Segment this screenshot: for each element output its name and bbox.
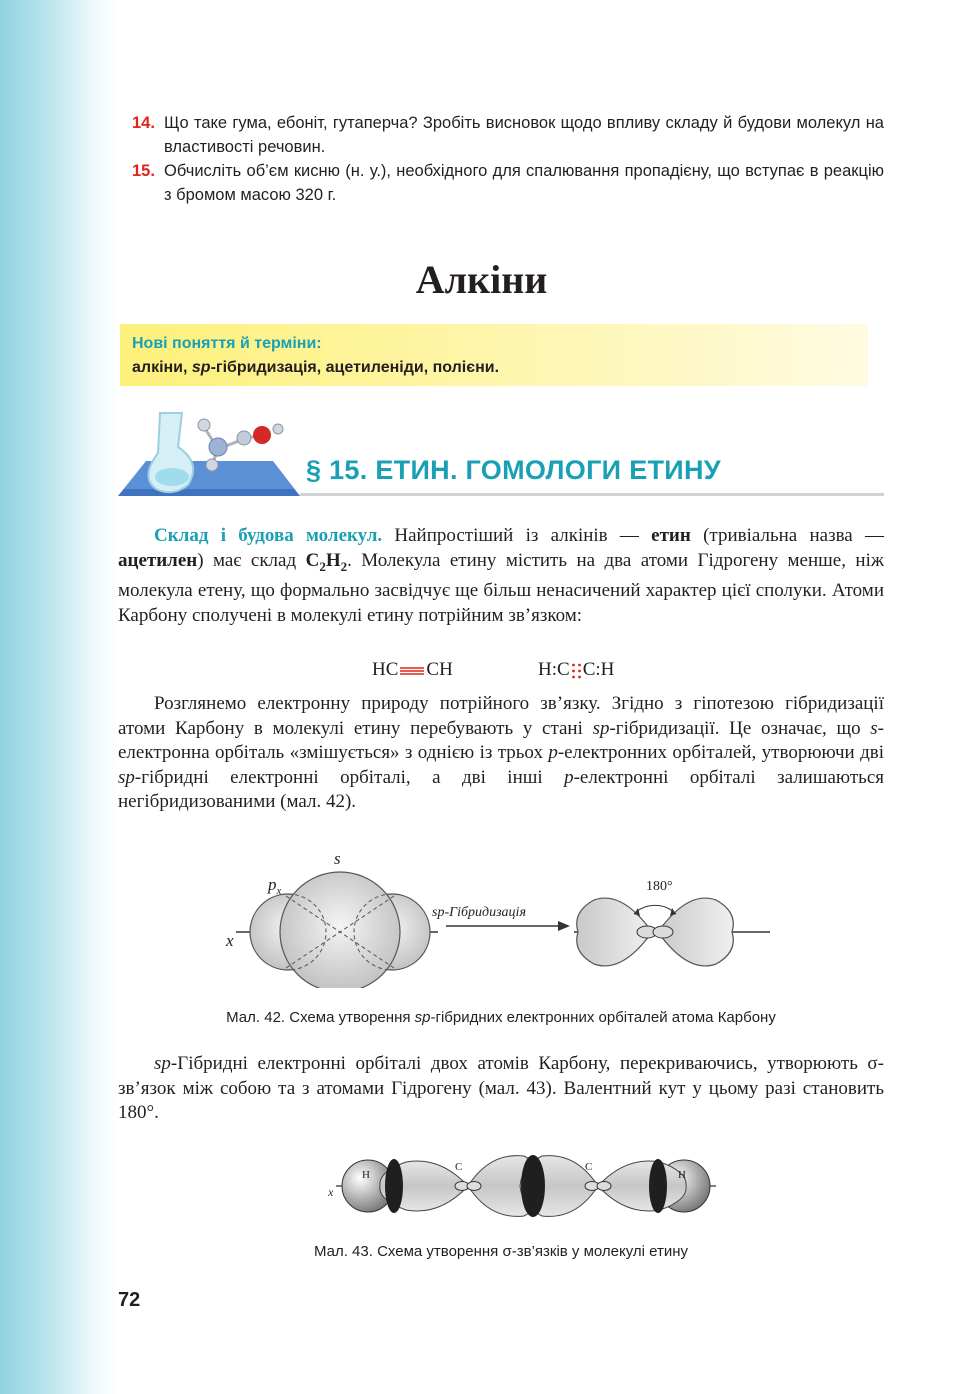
paragraph-electronic-nature: Розглянемо електронну природу потрійного зв’язку. Згідно з гіпотезою гібридизації атоми Карбону в молекулі етину перебувають у стані sp-гібридизації. Це означає, що s-електронна орбіталь «змішується» з однією із трьох p-електронних орбіталей, утворюючи дві sp-гібридні електронні орбіталі, а дві інші p-електронні орбіталі залишаються негібридизованими (мал. 42). xyxy=(118,693,884,813)
paragraph-structure: Склад і будова молекул. Найпростіший із алкінів — етин (тривіальна назва — ацетилен) має склад $C_2H_2$. Молекула етину містить на два атоми Гідрогену менше, ніж молекула етену, що формально засвідчує ще більш ненасичений характер цієї сполуки. Атоми Карбону сполучені в молекулі етину потрійним зв’язком: xyxy=(118,525,884,626)
question-14 xyxy=(132,111,884,159)
paragraph-sigma-bond: sp-Гібридні електронні орбіталі двох атомів Карбону, перекриваючись, утворюють σ-зв’язок між собою та з атомами Гідрогену (мал. 43). Валентний кут у цьому разі становить 180°. xyxy=(118,1053,884,1124)
formula-electron-dots: H:C C:H xyxy=(538,659,615,680)
angle-label: 180° xyxy=(646,879,673,894)
label-c-right: C xyxy=(585,1161,593,1173)
terms-list: алкіни, sp-гібридизація, ацетиленіди, полієни. xyxy=(132,359,500,376)
flask-molecule-illustration xyxy=(118,405,308,498)
caption-figure-42: Мал. 42. Схема утворення sp-гібридних електронних орбіталей атома Карбону xyxy=(226,1009,776,1026)
label-h-left: H xyxy=(362,1169,370,1181)
label-s: s xyxy=(334,850,341,868)
figure-42-sp-hybridization xyxy=(222,850,778,988)
label-h-right: H xyxy=(678,1169,686,1181)
label-c-left: C xyxy=(455,1161,463,1173)
chapter-title: Алкіни xyxy=(415,257,548,302)
label-px: $p_x$ xyxy=(268,875,282,897)
question-number: 14. xyxy=(132,114,155,132)
page-edge-decoration xyxy=(0,0,118,1394)
section-title: § 15. ЕТИН. ГОМОЛОГИ ЕТИНУ xyxy=(306,455,721,485)
question-number: 15. xyxy=(132,162,155,180)
question-15 xyxy=(132,159,884,207)
formula-triple-bond: HC CH xyxy=(372,659,453,680)
section-underline xyxy=(300,493,884,496)
arrow-label: sp-Гібридизація xyxy=(432,905,526,920)
paragraph-lead: Склад і будова молекул. xyxy=(154,525,383,546)
label-x: x xyxy=(328,1185,334,1199)
new-terms-box xyxy=(120,324,868,386)
figure-43-sigma-bonds xyxy=(328,1148,720,1222)
terms-heading: Нові поняття й терміни: xyxy=(132,335,322,352)
page-number: 72 xyxy=(118,1289,141,1311)
question-text: Обчисліть об’єм кисню (н. у.), необхідного для спалювання пропадієну, що вступає в реакцію з бромом масою 320 г. xyxy=(164,162,884,204)
caption-figure-43: Мал. 43. Схема утворення σ-зв’язків у молекулі етину xyxy=(313,1243,689,1260)
label-x-left: x xyxy=(226,931,234,950)
question-text: Що таке гума, ебоніт, гутаперча? Зробіть висновок щодо впливу складу й будови молекул на властивості речовин. xyxy=(164,114,884,156)
